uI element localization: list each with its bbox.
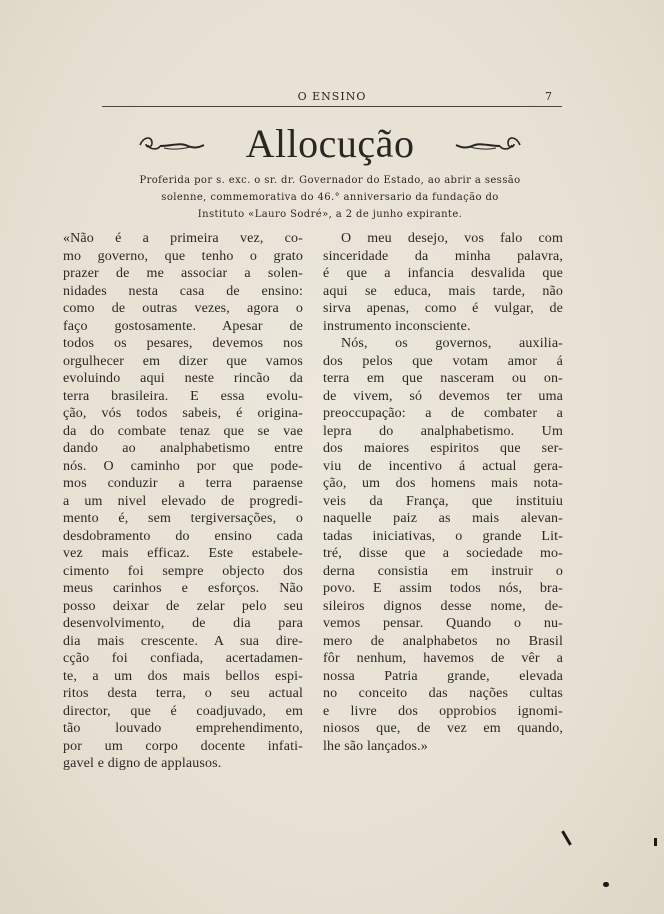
text-line: da do combate tenaz que se vae: [63, 423, 303, 439]
text-line: lepra do analphabetismo. Um: [323, 423, 563, 439]
text-line: gavel e digno de applausos.: [63, 756, 222, 771]
left-column: [63, 230, 303, 773]
flourish-right-icon: [454, 134, 524, 156]
text-line: sileiros dignos desse nome, de-: [323, 598, 563, 614]
text-line: povo. E assim todos nós, bra-: [323, 581, 563, 596]
text-line: sirva apenas, como é vulgar, de: [323, 301, 563, 316]
text-line: mos conduzir a terra paraense: [63, 476, 303, 491]
subtitle-line: Instituto «Lauro Sodré», a 2 de junho expirante.: [197, 209, 463, 220]
article-title: Allocução: [245, 121, 415, 166]
text-line: director, que é coadjuvado, em: [63, 703, 303, 719]
text-line: todos os pesares, devemos nos: [63, 336, 303, 351]
text-line: no conceito das nações cultas: [323, 686, 563, 701]
ink-mark: [603, 882, 609, 887]
running-title: O ENSINO: [297, 90, 367, 103]
text-line: dos pelos que votam amor á: [323, 353, 563, 369]
text-line: ção, um dos homens mais nota-: [323, 476, 563, 491]
text-line: vez mais efficaz. Este estabele-: [63, 546, 303, 561]
text-line: niosos que, de vez em quando,: [323, 721, 563, 736]
text-line: dando ao analphabetismo entre: [63, 441, 303, 456]
ink-mark: [654, 838, 657, 846]
ink-mark: [561, 830, 572, 845]
text-line: tadas iniciativas, o grande Lit-: [323, 528, 563, 544]
text-line: ritos desta terra, o seu actual: [63, 686, 303, 701]
text-line: veis da França, que instituiu: [323, 493, 563, 509]
text-line: aqui se educa, mais tarde, não: [323, 283, 563, 299]
text-line: evoluindo aqui neste rincão da: [63, 371, 303, 386]
text-line: nós. O caminho por que pode-: [63, 458, 303, 474]
text-line: cção foi confiada, acertadamen-: [63, 651, 303, 666]
page-number: 7: [545, 90, 552, 103]
text-line: a um nivel elevado de progredi-: [63, 493, 303, 509]
text-line: desenvolvimento, de dia para: [63, 616, 303, 631]
text-line: terra brasileira. E essa evolu-: [63, 388, 303, 404]
text-line: nidades nesta casa de ensino:: [63, 283, 303, 299]
text-line: naquelle paiz as mais alevan-: [323, 511, 563, 526]
text-line: orgulhecer em dizer que vamos: [63, 353, 303, 369]
text-line: preoccupação: a de combater a: [323, 406, 563, 421]
text-line: terra em que nasceram ou on-: [323, 371, 563, 386]
text-line: mento é, sem tergiversações, o: [63, 511, 303, 526]
text-line: instrumento inconsciente.: [323, 318, 471, 334]
text-line: vemos pensar. Quando o nu-: [323, 616, 563, 631]
text-line: tré, disse que a sociedade mo-: [323, 546, 563, 561]
title-row: [100, 120, 560, 170]
text-line: como de outras vezes, agora o: [63, 301, 303, 316]
text-line: cimento foi sempre objecto dos: [63, 563, 303, 579]
text-line: fôr nenhum, havemos de vêr a: [323, 651, 563, 666]
text-line: mo governo, que tenho o grato: [63, 248, 303, 264]
text-line: O meu desejo, vos falo com: [341, 231, 563, 246]
text-line: posso deixar de zelar pelo seu: [63, 598, 303, 614]
text-line: e livre dos opprobios ignomi-: [323, 703, 563, 719]
text-line: nossa Patria grande, elevada: [323, 668, 563, 684]
text-line: «Não é a primeira vez, co-: [63, 231, 303, 246]
text-line: viu de incentivo á actual gera-: [323, 458, 563, 474]
text-line: te, a um dos mais bellos espi-: [63, 668, 303, 684]
text-line: faço gostosamente. Apesar de: [63, 318, 303, 334]
text-line: derna consistia em instruir o: [323, 563, 563, 579]
text-line: dos maiores espiritos que ser-: [323, 441, 563, 456]
text-line: prazer de me associar a solen-: [63, 266, 303, 281]
text-line: Nós, os governos, auxilia-: [341, 336, 563, 351]
text-line: desdobramento do ensino cada: [63, 528, 303, 544]
text-line: ção, vós todos sabeis, é origina-: [63, 406, 303, 421]
text-line: lhe são lançados.»: [323, 738, 428, 754]
text-line: mero de analphabetos no Brasil: [323, 633, 563, 649]
text-line: tão louvado emprehendimento,: [63, 721, 303, 736]
text-line: por um corpo docente infati-: [63, 738, 303, 754]
text-line: sinceridade da minha palavra,: [323, 248, 563, 264]
right-column: [323, 230, 563, 755]
subtitle-line: solenne, commemorativa do 46.° anniversario da fundação do: [161, 192, 499, 203]
subtitle-line: Proferida por s. exc. o sr. dr. Governador do Estado, ao abrir a sessão: [139, 175, 521, 186]
article-subtitle: [96, 172, 564, 223]
running-head: [102, 90, 562, 107]
text-line: meus carinhos e esforços. Não: [63, 581, 303, 596]
text-line: dia mais crescente. A sua dire-: [63, 633, 303, 649]
text-line: é que a infancia desvalida que: [323, 266, 563, 281]
text-line: de vivem, só devemos ter uma: [323, 388, 563, 404]
